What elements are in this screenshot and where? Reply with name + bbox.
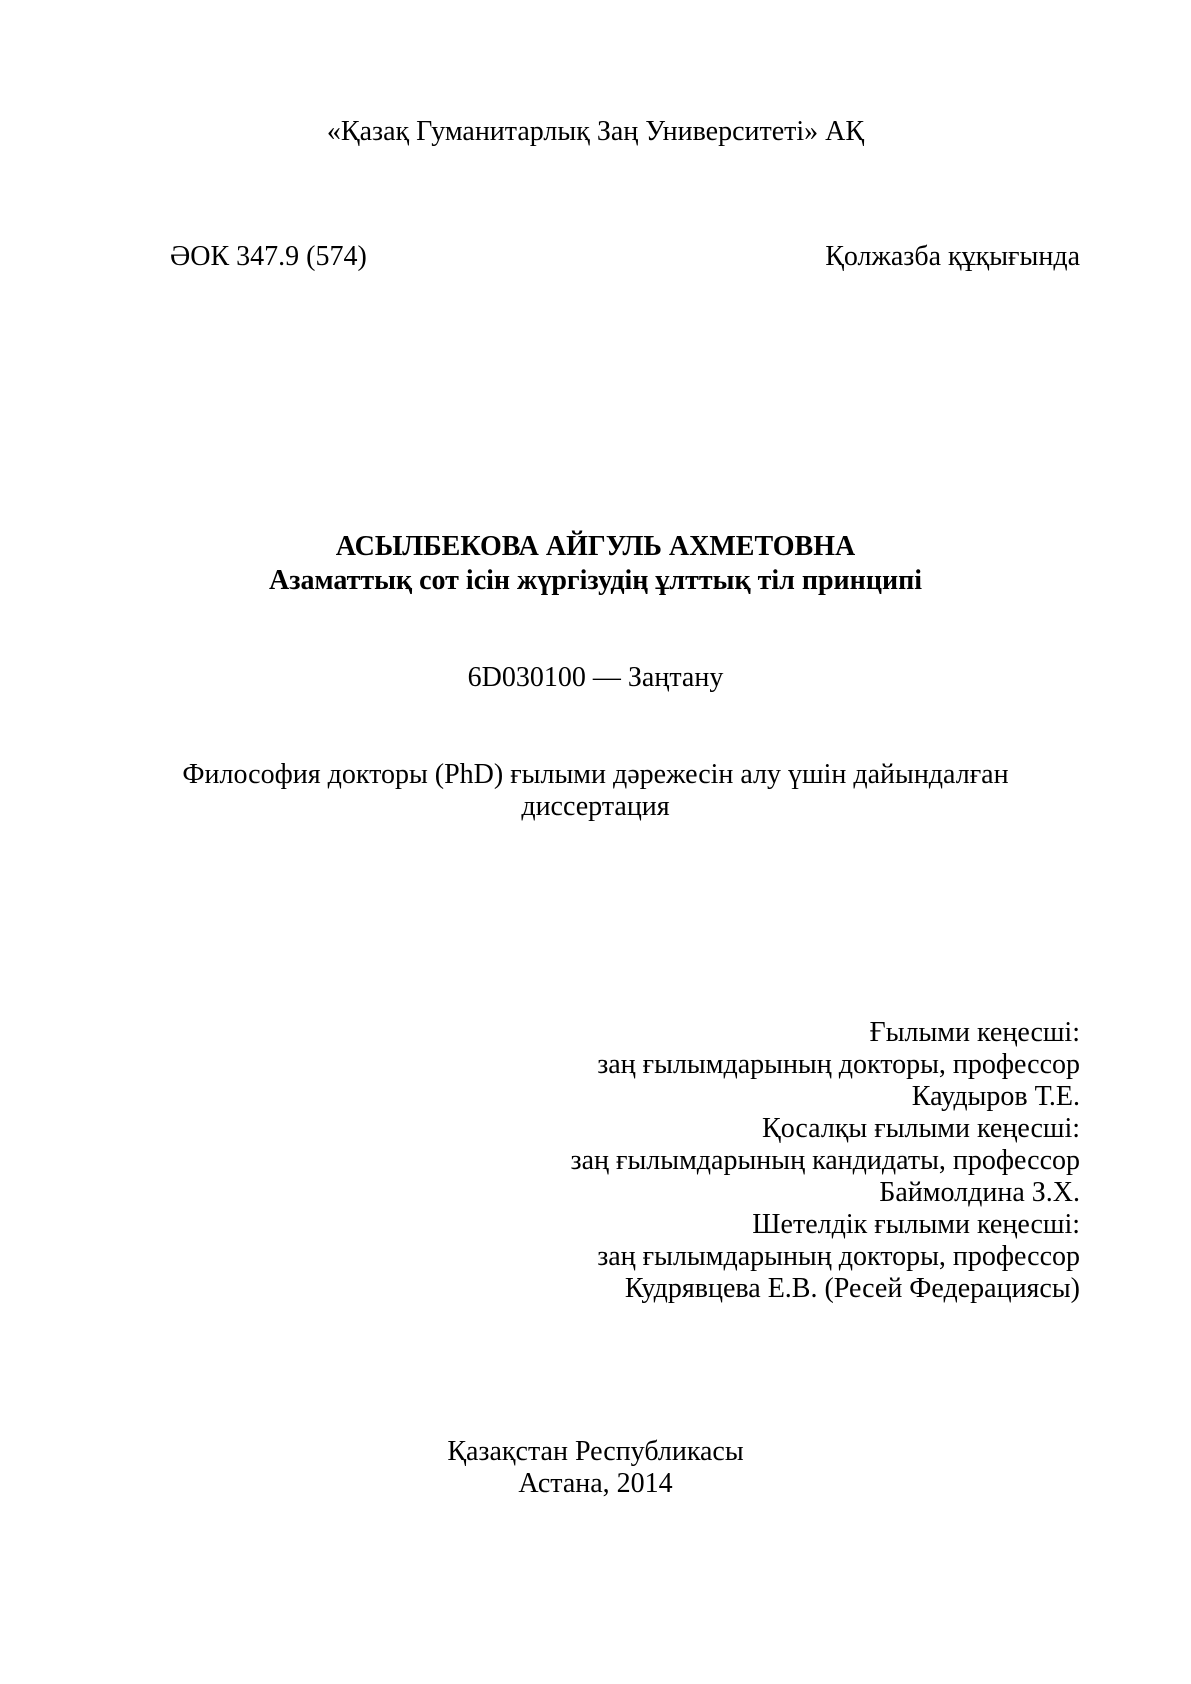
country-name: Қазақстан Республикасы (447, 1436, 744, 1467)
foreign-advisor-degree: заң ғылымдарының докторы, профессор (597, 1241, 1080, 1272)
co-advisor-label: Қосалқы ғылыми кеңесші: (762, 1113, 1080, 1144)
scientific-advisor-label: Ғылыми кеңесші: (869, 1017, 1080, 1048)
author-name: АСЫЛБЕКОВА АЙГУЛЬ АХМЕТОВНА (335, 531, 856, 562)
co-advisor-degree: заң ғылымдарының кандидаты, профессор (570, 1145, 1080, 1176)
foreign-advisor-label: Шетелдік ғылыми кеңесші: (752, 1209, 1080, 1240)
specialty-code: 6D030100 — Заңтану (467, 662, 724, 693)
scientific-advisor-name: Каудыров Т.Е. (911, 1081, 1080, 1112)
dissertation-title: Азаматтық сот ісін жүргізудің ұлттық тіл принципі (268, 565, 922, 596)
thesis-type-line-2: диссертация (521, 791, 670, 822)
udc-code: ӘОК 347.9 (574) (170, 241, 367, 272)
organization-name: «Қазақ Гуманитарлық Заң Университеті» АҚ (326, 116, 865, 147)
thesis-type-line-1: Философия докторы (PhD) ғылыми дәрежесін алу үшін дайындалған (182, 759, 1009, 790)
advisors-block (170, 1017, 1080, 1305)
thesis-type-block (0, 759, 1191, 823)
co-advisor-name: Баймолдина З.Х. (879, 1177, 1080, 1208)
udc-row (170, 241, 1080, 273)
city-and-year: Астана, 2014 (518, 1468, 673, 1499)
manuscript-rights-note: Қолжазба құқығында (825, 241, 1080, 272)
scientific-advisor-degree: заң ғылымдарының докторы, профессор (597, 1049, 1080, 1080)
foreign-advisor-name: Кудрявцева Е.В. (Ресей Федерациясы) (624, 1273, 1080, 1304)
